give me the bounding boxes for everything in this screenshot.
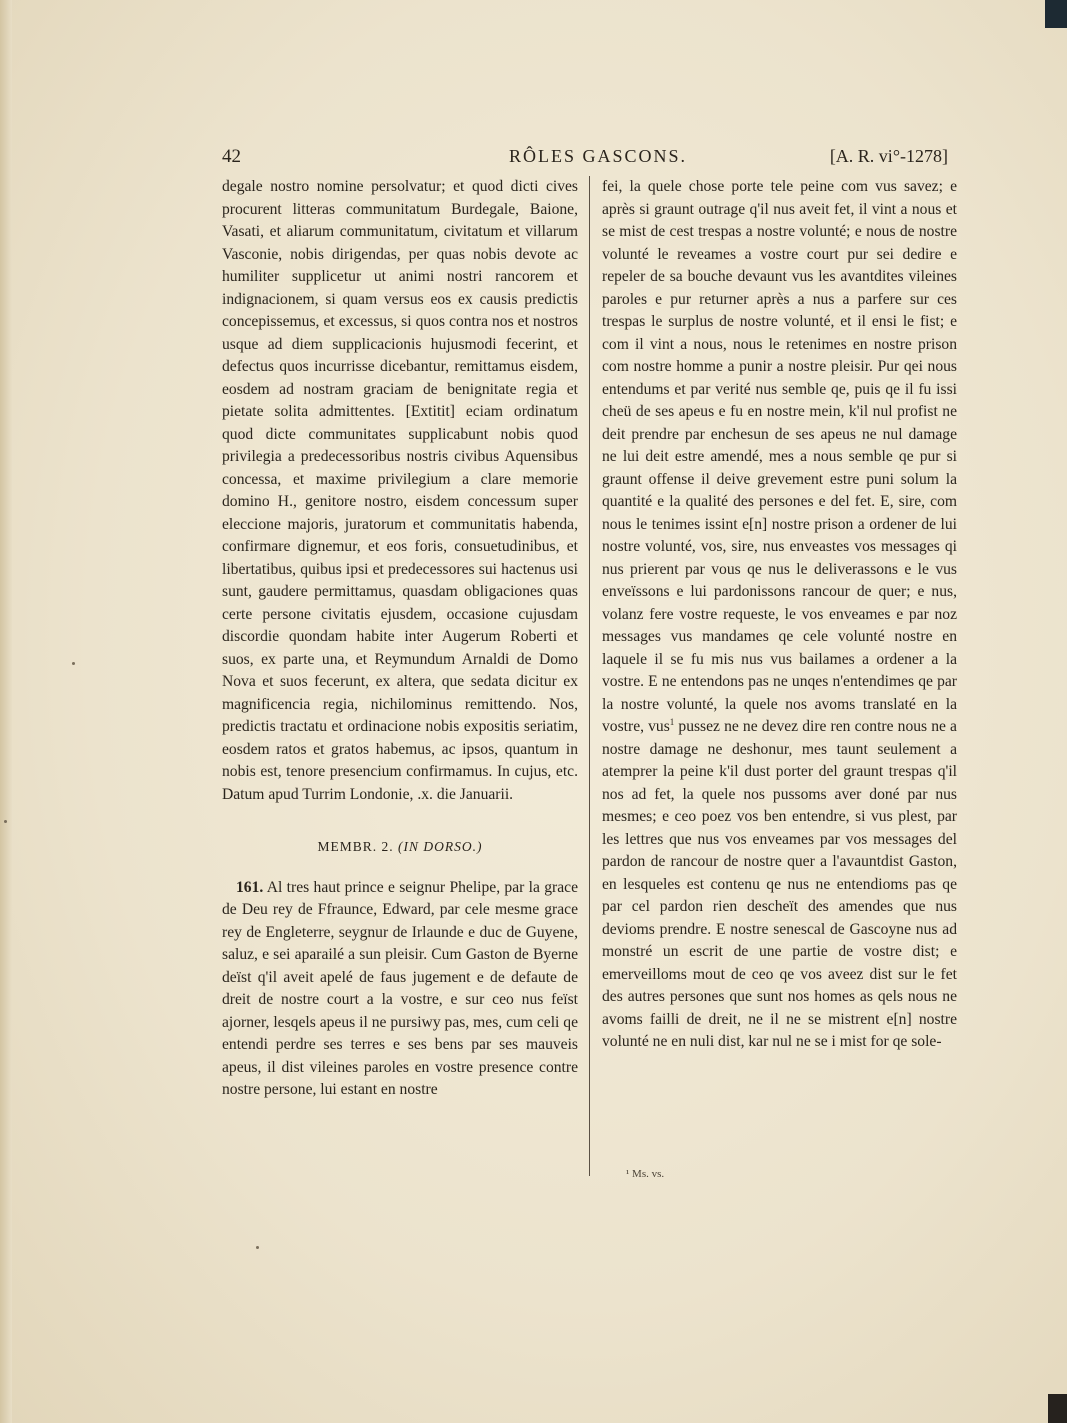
- footnote: ¹ Ms. vs.: [626, 1168, 665, 1180]
- paragraph-number: 161.: [236, 878, 264, 896]
- right-text-part-b: pussez ne ne devez dire ren contre nous ne a nostre damage ne deshonur, mes taunt seulement a atemprer la peine k'il dust porter del graunt trespas q'il nos ad fet, la quele nos pussoms aver doné par nus mesmes; e ceo poez vos ben entendre, si vus plest, par les lettres que nus vos enveames par vos messages del pardon de rancour de nostre quer a l'avauntdist Gaston, en lesqueles est contenu qe nus ne entendioms pas qe par cel pardon rien descheït des amendes que nus devioms prendre. E nostre senescal de Gascoyne nus ad monstré un escrit de une partie de vostre dist; e emerveilloms mout de ceo qe vos aveez dist sur le fet des autres persones que sunt nos homes as qels nous ne avoms failli de dreit, ne il ne se mistrent e[n] nostre volunté ne en nuli dist, kar nul ne se i mist for qe sole-: [602, 718, 957, 1050]
- margin-speck: [4, 820, 7, 823]
- page-left-edge: [0, 0, 12, 1423]
- section-subtitle: (IN DORSO.): [398, 839, 483, 854]
- page-number: 42: [222, 146, 241, 167]
- section-label: MEMBR. 2.: [317, 839, 394, 854]
- paragraph-french-continued: [602, 176, 957, 1054]
- scan-edge-bottom: [1048, 1394, 1067, 1423]
- margin-speck: [72, 662, 75, 665]
- page-header: [222, 146, 948, 172]
- left-column: [222, 176, 578, 1102]
- scan-edge-top: [1045, 0, 1067, 28]
- paragraph-161: [222, 877, 578, 1102]
- date-reference: [A. R. vi°-1278]: [829, 146, 948, 166]
- right-text-part-a: fei, la quele chose porte tele peine com vus savez; e après si graunt outrage q'il nus aveit fet, il vint a nous et se mist de cest trespas a nostre volunté; e nous de nostre volunté le reveames a vostre court pur sei dedire e repeler de sa bouche devaunt vus les avantdites vileines paroles e pur returner après a nus a parfere sur ces trespas le surplus de nostre volunté, et il ensi le fist; e com il vint a nous, nous le retenimes en nostre prison com nostre homme a punir a nostre pleisir. Pur qei nous entendums et par verité nus semble qe, puis qe il fu issi cheü de ses apeus e fu en nostre mein, k'il nul profist ne deit prendre par enchesun de ses apeus ne nul damage ne lui deit estre amendé, mes a nous semble qe pur si graunt offense il deive grevement estre puni solum la quantité e la qualité des persones e del fet. E, sire, com nous le tenimes issint e[n] nostre prison a ordener de lui nostre volunté, vos, sire, nus enveastes vos messages qi nus prierent par vous qe nus le deliverassons e le vus enveïssons e lui pardonissons rancour de quer; e nus, volanz fere vostre requeste, le vos enveames e par noz messages vus mandames qe cele volunté nostre en laquele il se fu mis nus vus bailames a ordener a la vostre. E ne entendons pas ne unqes n'entendimes qe par la nostre volunté, la quele nos avoms translaté en la vostre, vus: [602, 178, 957, 735]
- column-divider: [589, 176, 590, 1176]
- paragraph-latin: degale nostro nomine persolvatur; et quod dicti cives procurent litteras communitatum Burdegale, Baione, Vasati, et aliarum communitatum, civitatum et villarum Vasconie, nobis dirigendas, per quas nobis devote ac humiliter supplicetur ut animi nostri rancorem et indignacionem, si quam versus eos ex causis predictis concepissemus, et excessus, si quos contra nos et nostros usque ad diem supplicacionis hujusmodi fecerint, et defectus quos incurrisse dicebantur, remittamus eisdem, eosdem ad nostram graciam de benignitate regia et pietate solita admittentes. [Extitit] eciam ordinatum quod dicte communitates supplicabunt nobis quod privilegia a predecessoribus nostris civibus Aquensibus concessa, et maxime privilegium a clare memorie domino H., genitore nostro, eisdem concessum super eleccione majoris, juratorum et communitatis habenda, confirmare dignemur, et eos foris, consuetudinibus, et libertatibus, quibus ipsi et predecessores sui hactenus usi sunt, gaudere permittamus, quasdam obligaciones quas certe persone civitatis ejusdem, occasione cujusdam discordie quondam habite inter Augerum Roberti et suos, ex parte una, et Reymundum Arnaldi de Domo Nova et suos fecerunt, ex altera, que sedata dicitur ex magnificencia regia, nichilominus remittendo. Nos, predictis tractatu et ordinacione nobis expositis seriatim, eosdem ratos et gratos habemus, ac ipsos, quantum in nobis est, tenore presencium confirmamus. In cujus, etc. Datum apud Turrim Londonie, .x. die Januarii.: [222, 178, 578, 803]
- section-heading: [222, 836, 578, 859]
- right-column: [602, 176, 957, 1054]
- margin-speck: [256, 1246, 259, 1249]
- footnote-marker: 1: [669, 716, 675, 727]
- running-title: RÔLES GASCONS.: [509, 146, 688, 166]
- paragraph-161-text: Al tres haut prince e seignur Phelipe, par la grace de Deu rey de Ffraunce, Edward, par cele mesme grace rey de Engleterre, seygnur de Irlaunde e duc de Guyene, saluz, e sei aparailé a sun pleisir. Cum Gaston de Byerne deïst q'il aveit apelé de faus jugement e de defaute de dreit de nostre court a la vostre, e sur ceo nus feïst ajorner, lesqels apeus il ne pursiwy pas, mes, cum celi qe entendi perdre ses terres e ses bens par ses mauveis apeus, il dist vileines paroles en vostre presence contre nostre persone, lui estant en nostre: [222, 878, 578, 1098]
